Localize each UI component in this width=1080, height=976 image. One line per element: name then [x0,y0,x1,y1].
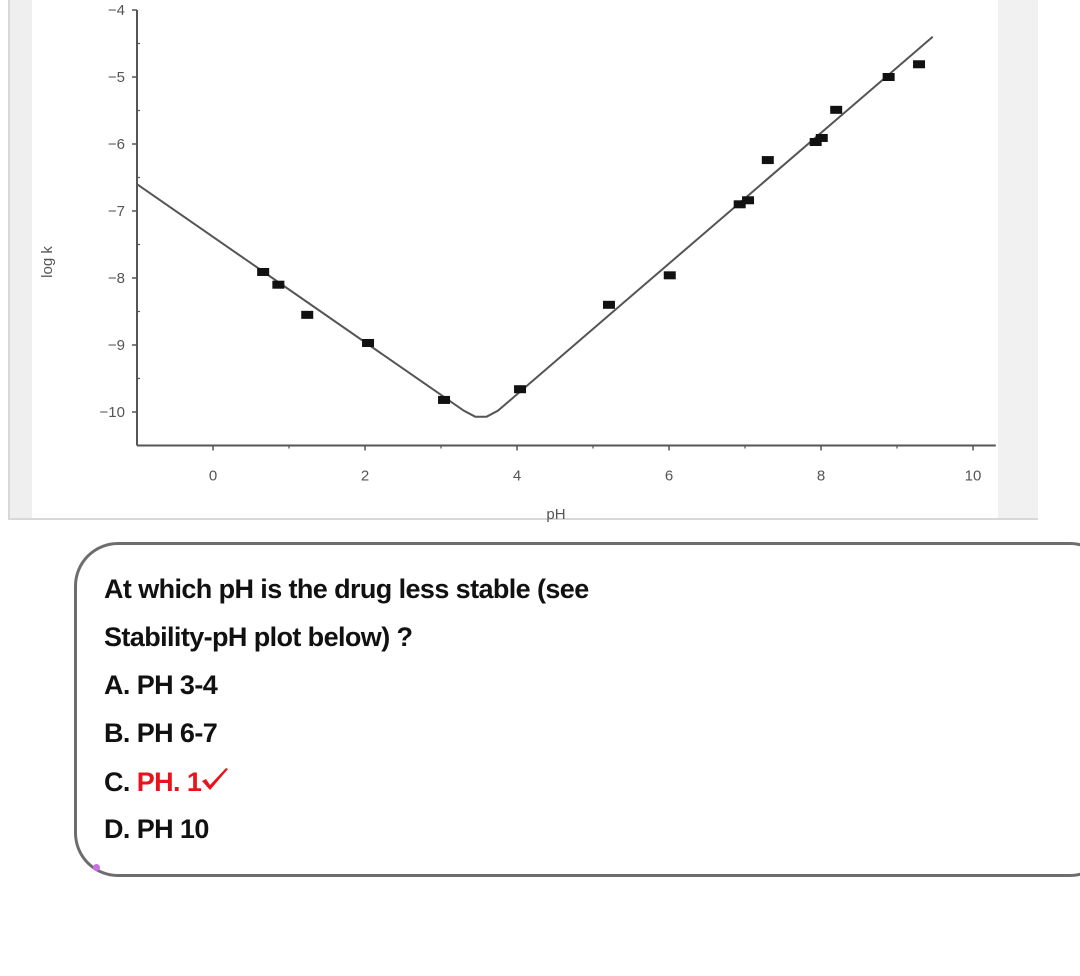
y-tick-label: −6 [107,136,125,153]
y-axis-title: log k [39,246,56,278]
checkmark-icon [200,766,230,794]
x-tick-label: 4 [512,467,522,485]
question-text-line2: Stability-pH plot below) ? [104,622,413,652]
x-tick-label: 8 [816,467,826,485]
option-c[interactable] [104,766,230,798]
data-point [883,73,895,81]
y-tick-label: −4 [107,2,125,19]
option-b-prefix: B. [104,718,137,748]
data-point [438,396,450,404]
y-tick-label: −9 [107,337,125,354]
option-d-text: PH 10 [136,814,209,844]
option-a-text: PH 3-4 [136,670,218,700]
data-point [514,385,526,393]
x-axis-title: pH [546,506,566,523]
option-b-text: PH 6-7 [136,718,218,748]
data-point [301,311,313,319]
option-b[interactable] [104,718,217,749]
question-text-line1: At which pH is the drug less stable (see [104,574,589,604]
x-tick-label: 6 [664,467,674,485]
option-d[interactable] [104,814,209,845]
data-point [664,271,676,279]
fit-line [137,37,933,417]
x-tick-label: 2 [360,467,370,485]
data-point [362,339,374,347]
option-c-text: PH. 1 [136,767,202,797]
data-point [913,60,925,68]
y-tick-label: −7 [107,203,125,220]
data-point [742,196,754,204]
option-a[interactable] [104,670,217,701]
data-point [257,268,269,276]
data-point [830,106,842,114]
option-a-prefix: A. [104,670,137,700]
option-c-prefix: C. [104,767,137,797]
data-point [603,301,615,309]
y-tick-label: −10 [99,404,125,421]
purple-dot [93,864,100,871]
y-tick-label: −5 [107,69,125,86]
option-d-prefix: D. [104,814,137,844]
data-point [816,134,828,142]
x-tick-label: 0 [208,467,218,485]
x-tick-label: 10 [964,467,982,485]
y-tick-label: −8 [107,270,125,287]
data-point [762,156,774,164]
data-point [272,281,284,289]
